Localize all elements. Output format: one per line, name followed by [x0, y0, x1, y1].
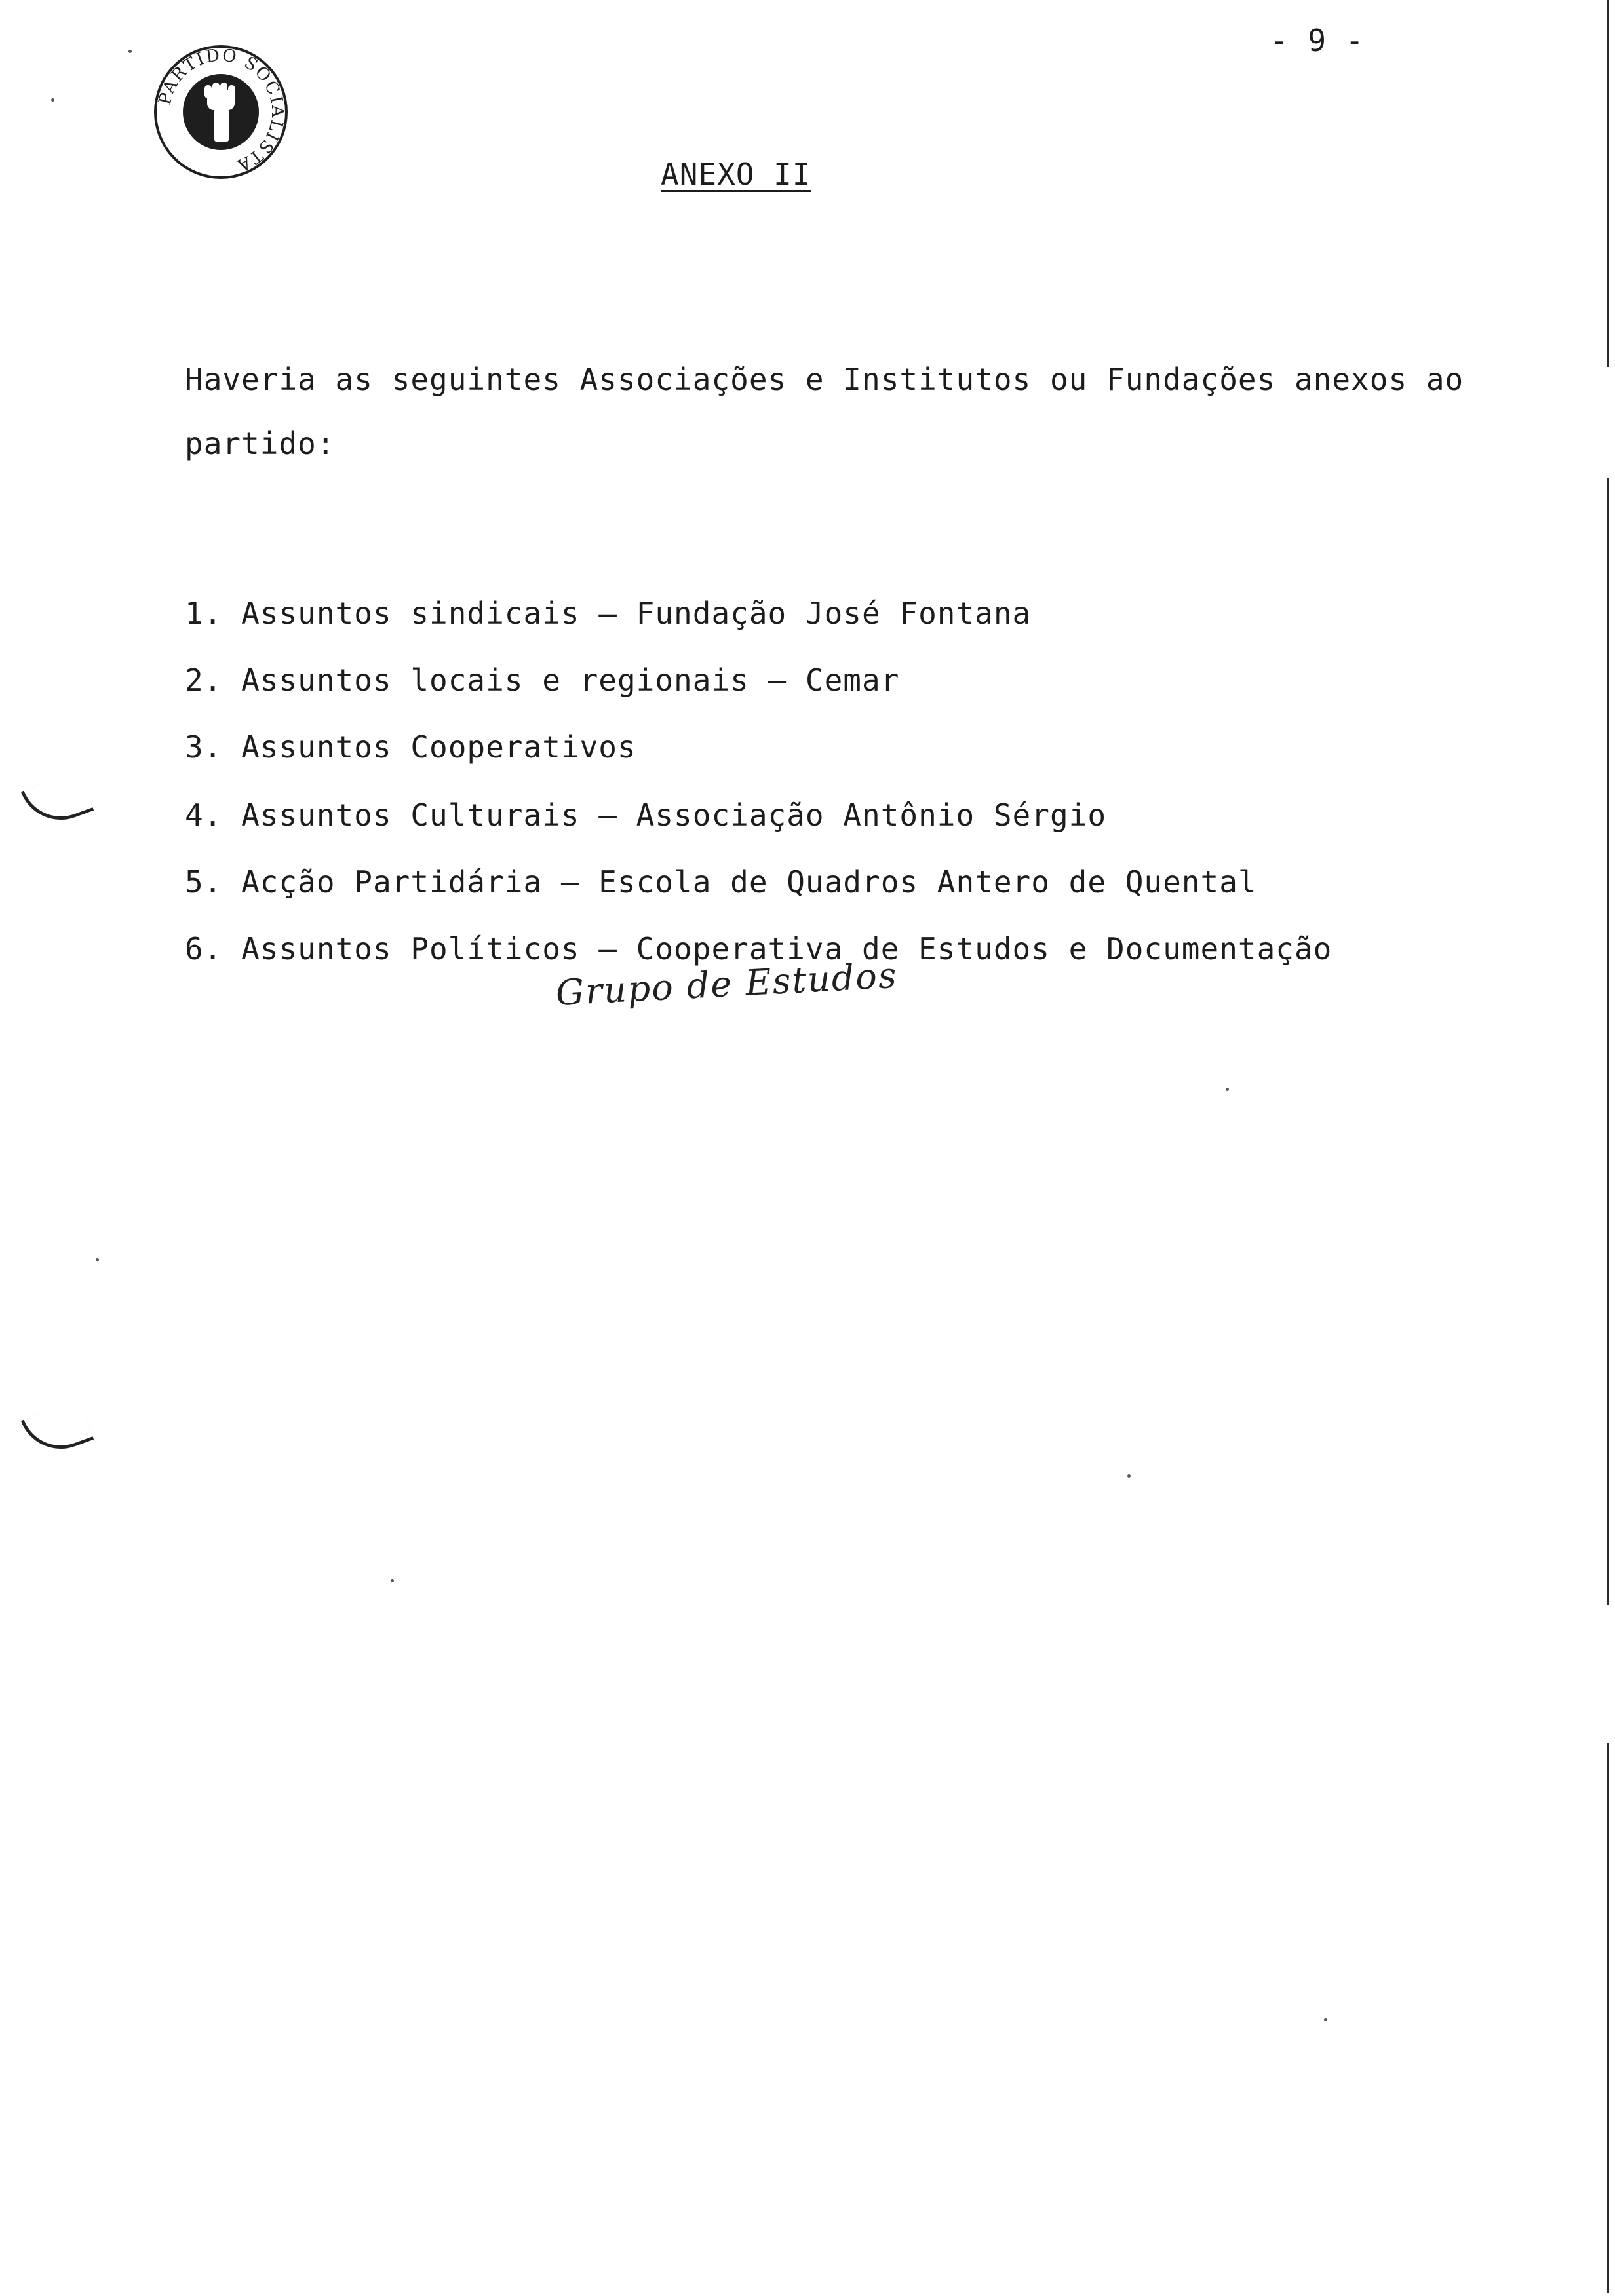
- scan-speck: [391, 1579, 394, 1582]
- right-edge-line: [1607, 0, 1609, 367]
- list-item: 3. Assuntos Cooperativos: [185, 729, 636, 765]
- svg-text:PARTIDO SOCIALISTA: PARTIDO SOCIALISTA: [155, 45, 288, 176]
- right-edge-line: [1607, 1743, 1609, 2293]
- scan-speck: [96, 1258, 99, 1261]
- page-title: ANEXO II: [661, 157, 811, 192]
- list-item: 6. Assuntos Políticos — Cooperativa de Estudos e Documentação: [185, 931, 1333, 966]
- scan-speck: [51, 98, 54, 102]
- punch-hole-mark: [21, 1400, 94, 1461]
- intro-paragraph: Haveria as seguintes Associações e Institutos ou Fundações anexos ao partido:: [185, 362, 1464, 461]
- scan-speck: [1226, 1088, 1229, 1091]
- partido-socialista-logo: [152, 43, 290, 181]
- page-number: - 9 -: [1270, 23, 1365, 58]
- list-item: 1. Assuntos sindicais — Fundação José Fontana: [185, 596, 1032, 631]
- handwritten-note: Grupo de Estudos: [555, 954, 899, 1014]
- scan-speck: [128, 50, 132, 53]
- punch-hole-mark: [21, 771, 94, 832]
- list-item: 4. Assuntos Culturais — Associação Antônio Sérgio: [185, 797, 1107, 833]
- list-item: 5. Acção Partidária — Escola de Quadros Antero de Quental: [185, 864, 1257, 900]
- right-edge-line: [1607, 478, 1609, 1605]
- scan-speck: [1324, 2018, 1327, 2021]
- scan-speck: [1127, 1474, 1131, 1478]
- list-item: 2. Assuntos locais e regionais — Cemar: [185, 662, 900, 698]
